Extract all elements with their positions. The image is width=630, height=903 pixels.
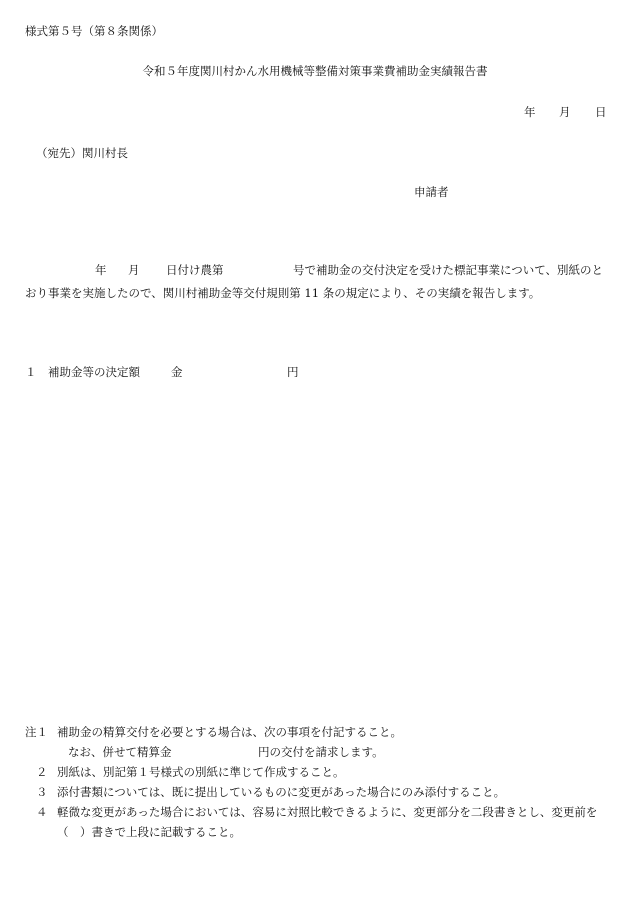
body-month-label: 月 xyxy=(128,263,140,277)
note-4-number: ４ xyxy=(36,805,48,819)
note-4: 軽微な変更があった場合においては、容易に対照比較できるように、変更部分を二段書きとし、変更前を xyxy=(57,805,598,819)
body-year-label: 年 xyxy=(95,263,107,277)
body-line-2: おり事業を実施したので、関川村補助金等交付規則第 11 条の規定により、その実績を報告します。 xyxy=(25,286,541,300)
date-day-label: 日 xyxy=(595,105,607,119)
item-1-label: １ 補助金等の決定額 xyxy=(25,365,140,379)
body-issue-label: 日付け農第 xyxy=(166,263,224,277)
note-3-number: ３ xyxy=(36,785,48,799)
note-2: 別紙は、別記第１号様式の別紙に準じて作成すること。 xyxy=(57,765,345,779)
note-1-sub-a: なお、併せて精算金 xyxy=(68,745,172,759)
addressee: （宛先）関川村長 xyxy=(36,146,128,160)
note-1: 補助金の精算交付を必要とする場合は、次の事項を付記すること。 xyxy=(57,725,402,739)
item-1-kin: 金 xyxy=(171,365,183,379)
form-number: 様式第５号（第８条関係） xyxy=(25,24,163,38)
applicant-label: 申請者 xyxy=(414,185,449,199)
document-title: 令和５年度関川村かん水用機械等整備対策事業費補助金実績報告書 xyxy=(142,64,488,78)
note-4-continuation: （ ）書きで上段に記載すること。 xyxy=(57,825,241,839)
note-3: 添付書類については、既に提出しているものに変更があった場合にのみ添付すること。 xyxy=(57,785,506,799)
notes-heading: 注１ xyxy=(25,725,48,739)
item-1-yen: 円 xyxy=(287,365,299,379)
body-number-text: 号で補助金の交付決定を受けた標記事業について、別紙のと xyxy=(293,263,604,277)
note-1-sub-b: 円の交付を請求します。 xyxy=(258,745,384,759)
date-year-label: 年 xyxy=(524,105,536,119)
date-month-label: 月 xyxy=(559,105,571,119)
note-2-number: ２ xyxy=(36,765,48,779)
